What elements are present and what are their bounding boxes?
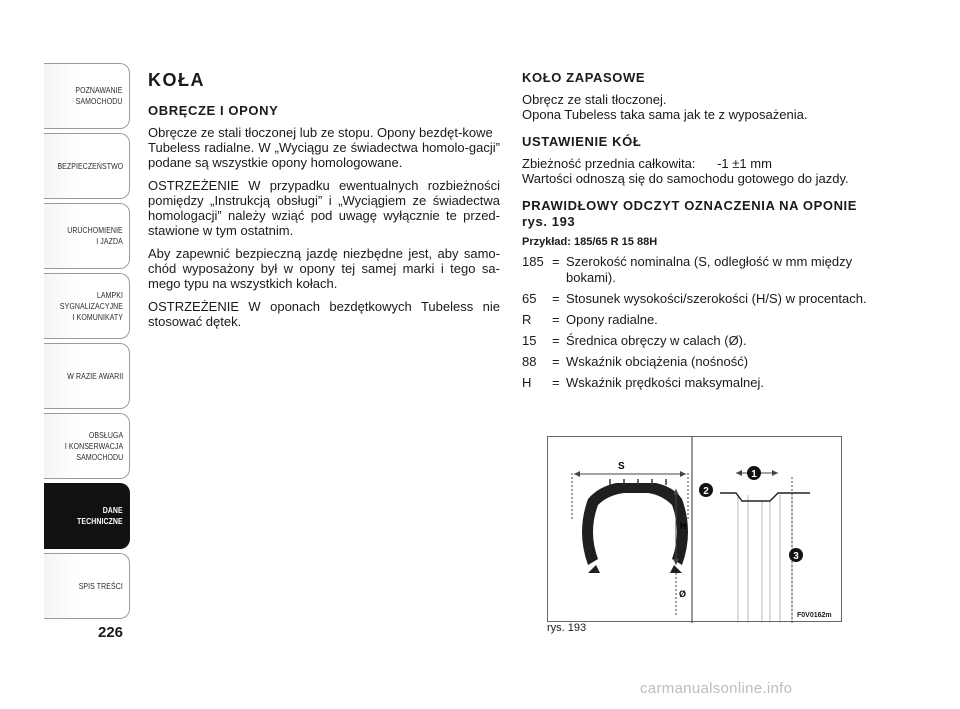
- definition-text: Wskaźnik obciążenia (nośność): [566, 354, 749, 369]
- tab-label: OBSŁUGA I KONSERWACJA SAMOCHODU: [64, 429, 123, 462]
- figure-code: F0V0162m: [797, 612, 832, 619]
- paragraph: Obręcze ze stali tłoczonej lub ze stopu. Opony bezdęt-kowe: [148, 125, 493, 140]
- section-title-ustawienie-kol: USTAWIENIE KÓŁ: [522, 134, 642, 149]
- warning-paragraph: OSTRZEŻENIE W oponach bezdętkowych Tubeless nie stosować dętek.: [148, 299, 500, 329]
- paragraph: Zbieżność przednia całkowita: -1 ±1 mm: [522, 156, 772, 171]
- figure-caption: rys. 193: [547, 622, 587, 634]
- tab-label: W RAZIE AWARII: [66, 370, 123, 381]
- definition-code: R: [522, 312, 532, 327]
- definition-eq: =: [552, 291, 560, 306]
- tab-obsluga-i-konserwacja[interactable]: [44, 413, 130, 479]
- tab-label: LAMPKI SYGNALIZACYJNE I KOMUNIKATY: [59, 289, 123, 322]
- section-title-obrecze: OBRĘCZE I OPONY: [148, 103, 279, 118]
- definition-eq: =: [552, 254, 560, 269]
- paragraph: Wartości odnoszą się do samochodu gotowego do jazdy.: [522, 171, 849, 186]
- paragraph: Tubeless radialne. W „Wyciągu ze świadectwa homolo-gacji” podane są wszystkie opony homologowane.: [148, 140, 500, 170]
- definition-eq: =: [552, 375, 560, 390]
- definition-code: 65: [522, 291, 537, 306]
- label-diameter: Ø: [679, 589, 687, 599]
- svg-text:1: 1: [751, 469, 757, 480]
- tire-section: [582, 483, 688, 565]
- definition-text: Stosunek wysokości/szerokości (H/S) w procentach.: [566, 291, 867, 306]
- page-number: 226: [98, 624, 124, 641]
- definition-text: Opony radialne.: [566, 312, 658, 327]
- svg-text:2: 2: [703, 486, 709, 497]
- definition-text: Średnica obręczy w calach (Ø).: [566, 333, 747, 348]
- left-column: [148, 70, 500, 337]
- tab-dane-techniczne[interactable]: [44, 483, 130, 549]
- definition-text: Szerokość nominalna (S, odległość w mm między bokami).: [566, 254, 853, 285]
- label-s: S: [618, 461, 625, 472]
- definition-eq: =: [552, 333, 560, 348]
- definition-code: H: [522, 375, 532, 390]
- tab-label: SPIS TREŚCI: [78, 580, 123, 591]
- paragraph: Obręcz ze stali tłoczonej.: [522, 92, 667, 107]
- tread-profile: [720, 493, 810, 501]
- definition-list: [522, 254, 882, 391]
- example-code: Przykład: 185/65 R 15 88H: [522, 236, 658, 248]
- definition-row: [522, 254, 882, 286]
- tire-diagram: [547, 436, 842, 622]
- tab-label: DANE TECHNICZNE: [77, 505, 123, 526]
- tab-spis-tresci[interactable]: [44, 553, 130, 619]
- definition-text: Wskaźnik prędkości maksymalnej.: [566, 375, 764, 390]
- section-title-odczyt-oznaczenia: PRAWIDŁOWY ODCZYT OZNACZENIA NA OPONIE rys. 193: [522, 198, 858, 229]
- tab-poznawanie-samochodu[interactable]: [44, 63, 130, 129]
- warning-paragraph: OSTRZEŻENIE W przypadku ewentualnych rozbieżności pomiędzy „Instrukcją obsługi” i „Wyciągiem ze świadectwa homologacji” należy wziąć pod uwagę wyłącznie te przed-stawione w tym ostatnim.: [148, 178, 500, 238]
- definition-code: 185: [522, 254, 544, 269]
- definition-row: [522, 291, 882, 307]
- tab-label: BEZPIECZEŃSTWO: [57, 160, 123, 171]
- paragraph: Opona Tubeless taka sama jak te z wyposażenia.: [522, 107, 808, 122]
- tab-label: URUCHOMIENIE I JAZDA: [67, 225, 123, 246]
- page-title: KOŁA: [148, 70, 205, 90]
- watermark: carmanualsonline.info: [640, 680, 793, 697]
- section-title-kolo-zapasowe: KOŁO ZAPASOWE: [522, 70, 646, 85]
- definition-eq: =: [552, 354, 560, 369]
- label-h: H: [680, 521, 687, 531]
- right-column: [522, 70, 882, 396]
- definition-code: 88: [522, 354, 537, 369]
- tab-bezpieczenstwo[interactable]: [44, 133, 130, 199]
- definition-row: [522, 312, 882, 328]
- definition-row: [522, 333, 882, 349]
- tab-uruchomienie-i-jazda[interactable]: [44, 203, 130, 269]
- tab-label: POZNAWANIE SAMOCHODU: [75, 85, 123, 106]
- tab-w-razie-awarii[interactable]: [44, 343, 130, 409]
- tab-lampki-sygnalizacyjne[interactable]: [44, 273, 130, 339]
- definition-eq: =: [552, 312, 560, 327]
- paragraph: Aby zapewnić bezpieczną jazdę niezbędne jest, aby samo-chód wyposażony był w opony tej samej marki i tego sa-mego typu na wszystkich kołach.: [148, 246, 500, 291]
- tire-diagram-svg: [548, 437, 843, 623]
- definition-row: [522, 354, 882, 370]
- definition-row: [522, 375, 882, 391]
- svg-text:3: 3: [793, 551, 799, 562]
- definition-code: 15: [522, 333, 537, 348]
